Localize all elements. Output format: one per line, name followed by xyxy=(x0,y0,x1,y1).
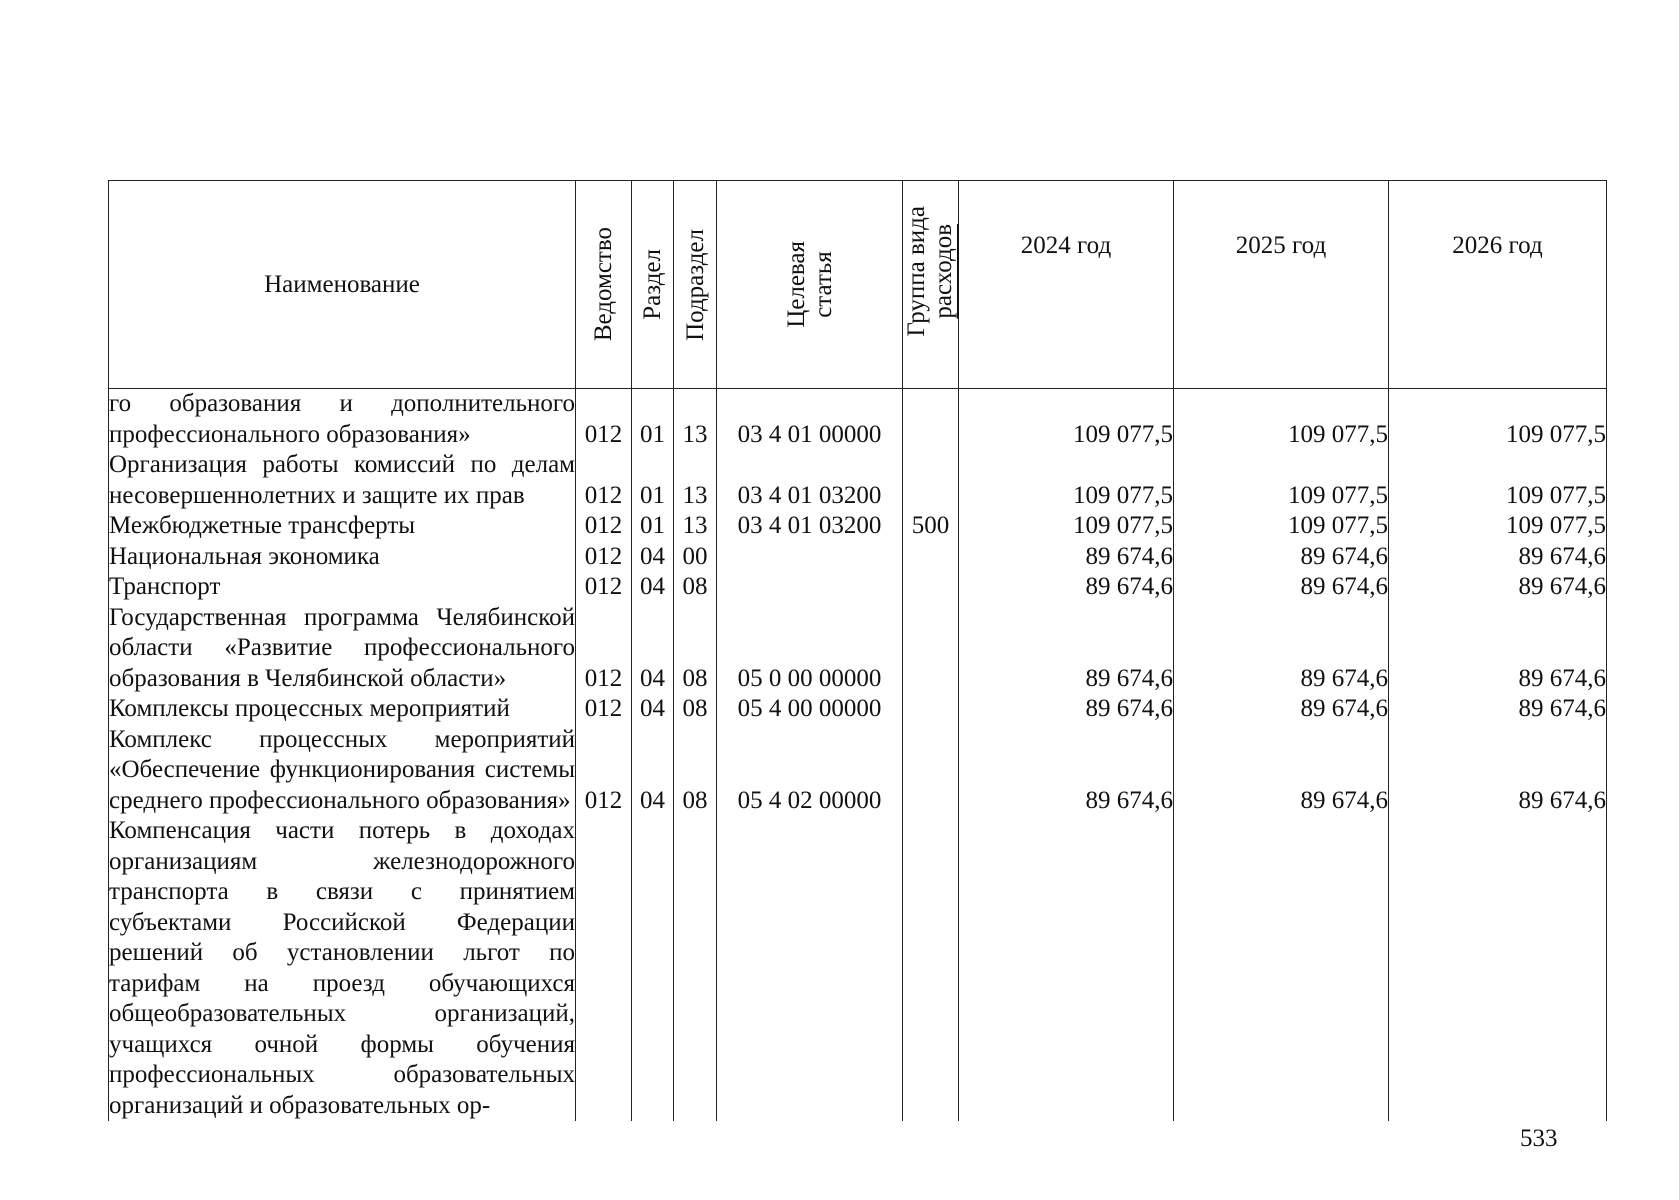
row-name: Межбюджетные трансферты xyxy=(109,511,576,542)
row-group: 500 xyxy=(903,511,959,542)
row-2024: 109 077,5 xyxy=(959,450,1174,511)
row-section: 04 xyxy=(632,725,674,817)
table-row xyxy=(109,572,1607,603)
row-target: 03 4 01 03200 xyxy=(717,511,903,542)
row-department: 012 xyxy=(576,450,632,511)
row-group xyxy=(903,816,959,1121)
row-department: 012 xyxy=(576,542,632,573)
header-department: Ведомство xyxy=(576,181,632,389)
page-number: 533 xyxy=(1520,1125,1558,1152)
row-subsection: 08 xyxy=(674,725,717,817)
row-group xyxy=(903,389,959,451)
row-target xyxy=(717,542,903,573)
row-group xyxy=(903,542,959,573)
row-name: го образования и дополнительного профессионального образования» xyxy=(109,389,576,451)
row-department: 012 xyxy=(576,389,632,451)
row-section xyxy=(632,816,674,1121)
table-row xyxy=(109,694,1607,725)
row-2026: 89 674,6 xyxy=(1389,603,1607,695)
row-section: 04 xyxy=(632,542,674,573)
row-2025: 89 674,6 xyxy=(1174,542,1389,573)
row-section: 04 xyxy=(632,694,674,725)
row-subsection: 08 xyxy=(674,572,717,603)
row-target: 03 4 01 00000 xyxy=(717,389,903,451)
row-group xyxy=(903,603,959,695)
header-expense-group: Группа вида расходов xyxy=(903,181,959,389)
row-2024: 89 674,6 xyxy=(959,603,1174,695)
row-2024 xyxy=(959,816,1174,1121)
row-subsection: 13 xyxy=(674,389,717,451)
row-2026 xyxy=(1389,816,1607,1121)
row-section: 04 xyxy=(632,572,674,603)
row-target xyxy=(717,816,903,1121)
row-target: 05 0 00 00000 xyxy=(717,603,903,695)
row-2025: 89 674,6 xyxy=(1174,572,1389,603)
row-2025 xyxy=(1174,816,1389,1121)
row-group xyxy=(903,572,959,603)
header-subsection: Подраздел xyxy=(674,181,717,389)
row-2024: 89 674,6 xyxy=(959,725,1174,817)
row-section: 01 xyxy=(632,511,674,542)
row-subsection: 08 xyxy=(674,603,717,695)
row-subsection: 00 xyxy=(674,542,717,573)
header-2026: 2026 год xyxy=(1389,181,1607,389)
table-row xyxy=(109,511,1607,542)
table-row xyxy=(109,603,1607,695)
row-2025: 89 674,6 xyxy=(1174,694,1389,725)
table-row xyxy=(109,389,1607,451)
table-row xyxy=(109,450,1607,511)
table-header-row xyxy=(109,181,1607,389)
table-row xyxy=(109,725,1607,817)
row-2025: 89 674,6 xyxy=(1174,603,1389,695)
row-2026: 89 674,6 xyxy=(1389,572,1607,603)
row-name: Комплексы процессных мероприятий xyxy=(109,694,576,725)
row-2026: 89 674,6 xyxy=(1389,694,1607,725)
header-2025: 2025 год xyxy=(1174,181,1389,389)
row-department: 012 xyxy=(576,511,632,542)
row-2025: 109 077,5 xyxy=(1174,389,1389,451)
row-subsection: 13 xyxy=(674,450,717,511)
row-subsection: 13 xyxy=(674,511,717,542)
row-2026: 89 674,6 xyxy=(1389,542,1607,573)
table-row xyxy=(109,816,1607,1121)
row-target xyxy=(717,572,903,603)
row-section: 01 xyxy=(632,450,674,511)
row-name: Организация работы комиссий по делам несовершеннолетних и защите их прав xyxy=(109,450,576,511)
row-2026: 109 077,5 xyxy=(1389,389,1607,451)
row-group xyxy=(903,725,959,817)
header-section: Раздел xyxy=(632,181,674,389)
header-target: Целевая статья xyxy=(717,181,903,389)
row-department: 012 xyxy=(576,603,632,695)
budget-table xyxy=(108,180,1607,1121)
row-name: Компенсация части потерь в доходах организациям железнодорожного транспорта в связи с принятием субъектами Российской Федерации решений об установлении льгот по тарифам на проезд обучающихся общеобразовательных организаций, учащихся очной формы обучения профессиональных образовательных организаций и образовательных ор- xyxy=(109,816,576,1121)
row-department: 012 xyxy=(576,572,632,603)
row-2024: 109 077,5 xyxy=(959,389,1174,451)
row-subsection xyxy=(674,816,717,1121)
row-target: 05 4 02 00000 xyxy=(717,725,903,817)
row-2024: 89 674,6 xyxy=(959,694,1174,725)
row-2026: 109 077,5 xyxy=(1389,450,1607,511)
row-section: 01 xyxy=(632,389,674,451)
row-name: Транспорт xyxy=(109,572,576,603)
row-target: 03 4 01 03200 xyxy=(717,450,903,511)
table-row xyxy=(109,542,1607,573)
row-name: Комплекс процессных мероприятий «Обеспечение функционирования системы среднего профессионального образования» xyxy=(109,725,576,817)
row-subsection: 08 xyxy=(674,694,717,725)
row-2025: 89 674,6 xyxy=(1174,725,1389,817)
row-2025: 109 077,5 xyxy=(1174,450,1389,511)
row-2024: 109 077,5 xyxy=(959,511,1174,542)
row-department xyxy=(576,816,632,1121)
row-2024: 89 674,6 xyxy=(959,572,1174,603)
header-2024: 2024 год xyxy=(959,181,1174,389)
row-name: Национальная экономика xyxy=(109,542,576,573)
row-2026: 109 077,5 xyxy=(1389,511,1607,542)
row-department: 012 xyxy=(576,725,632,817)
row-target: 05 4 00 00000 xyxy=(717,694,903,725)
row-2025: 109 077,5 xyxy=(1174,511,1389,542)
row-group xyxy=(903,450,959,511)
row-department: 012 xyxy=(576,694,632,725)
row-name: Государственная программа Челябинской области «Развитие профессионального образования в Челябинской области» xyxy=(109,603,576,695)
row-2024: 89 674,6 xyxy=(959,542,1174,573)
row-section: 04 xyxy=(632,603,674,695)
row-2026: 89 674,6 xyxy=(1389,725,1607,817)
row-group xyxy=(903,694,959,725)
header-name: Наименование xyxy=(109,181,576,389)
